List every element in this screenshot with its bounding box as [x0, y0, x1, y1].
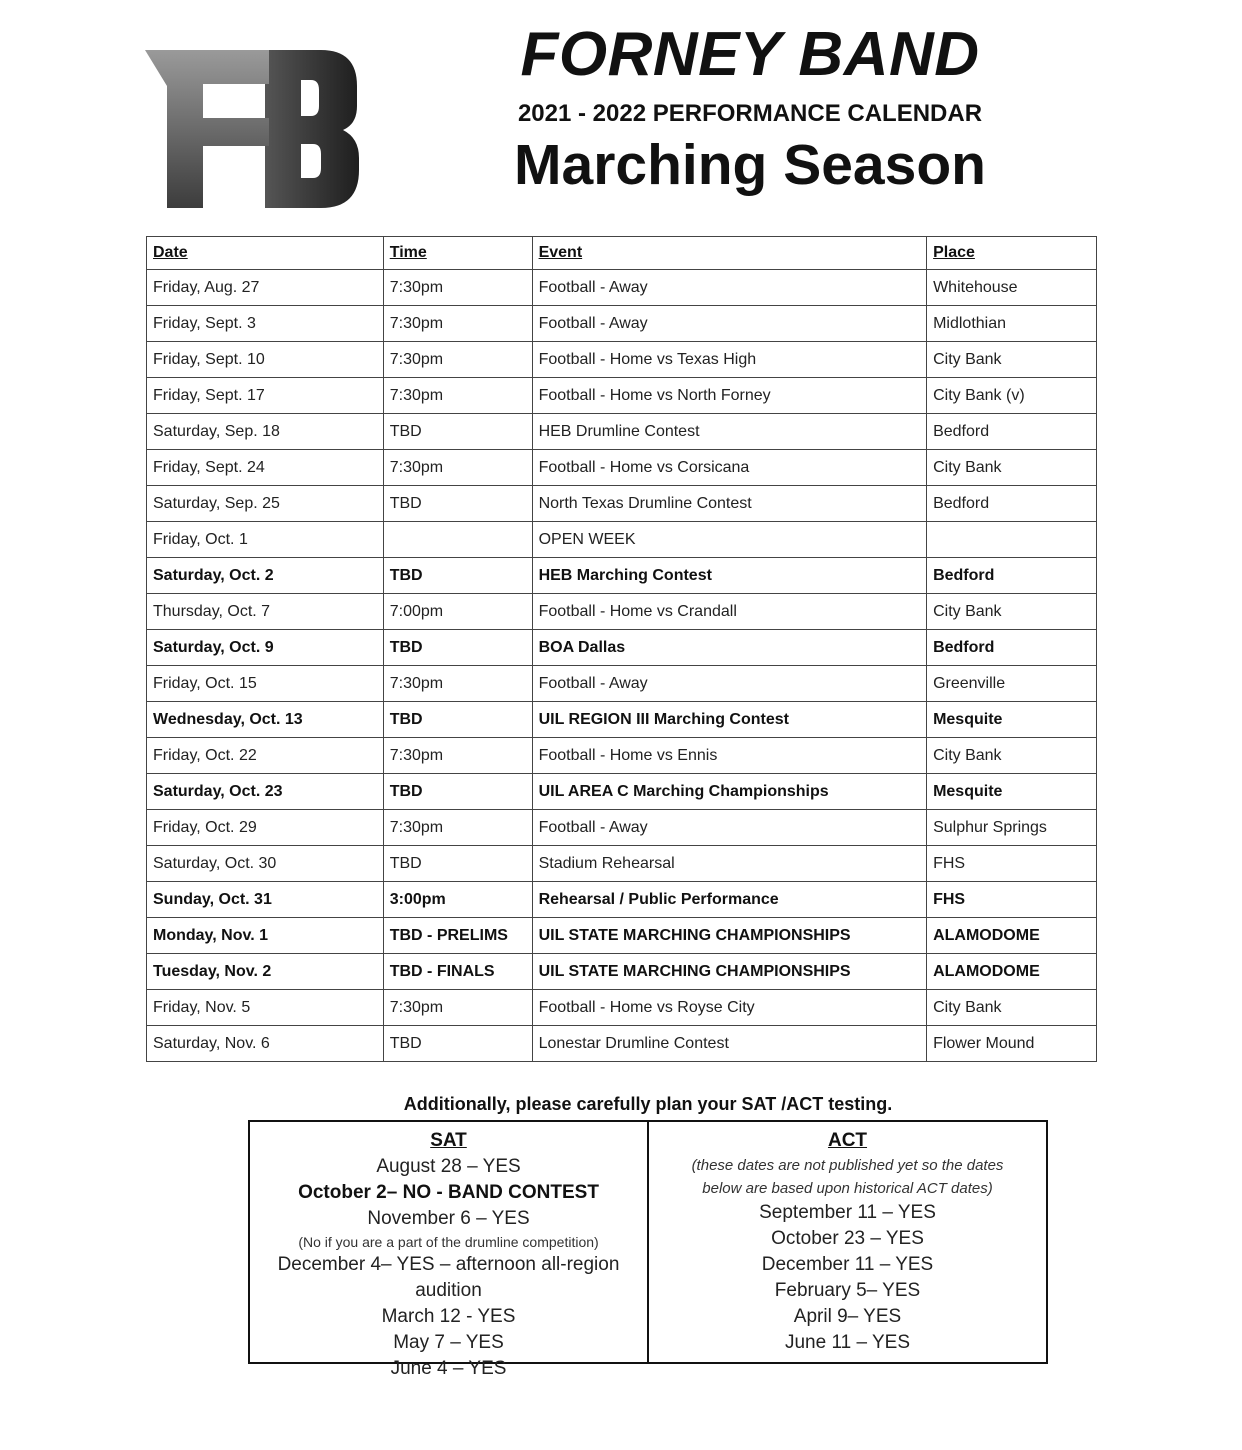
sat-column: [250, 1122, 647, 1379]
cell-event: BOA Dallas: [532, 630, 927, 666]
cell-time: 7:30pm: [383, 810, 532, 846]
cell-event: UIL STATE MARCHING CHAMPIONSHIPS: [532, 954, 927, 990]
cell-time: 3:00pm: [383, 882, 532, 918]
table-row: [147, 306, 1097, 342]
sat-date: March 12 - YES: [381, 1306, 516, 1327]
cell-event: OPEN WEEK: [532, 522, 927, 558]
season-title: Marching Season: [514, 133, 986, 197]
cell-event: HEB Drumline Contest: [532, 414, 927, 450]
cell-event: Rehearsal / Public Performance: [532, 882, 927, 918]
act-date: April 9– YES: [793, 1306, 902, 1327]
cell-date: Friday, Sept. 10: [147, 342, 384, 378]
cell-time: TBD: [383, 630, 532, 666]
cell-date: Friday, Sept. 3: [147, 306, 384, 342]
table-row: [147, 702, 1097, 738]
testing-box: [248, 1120, 1048, 1379]
table-row: [147, 846, 1097, 882]
cell-date: Friday, Aug. 27: [147, 270, 384, 306]
cell-place: Bedford: [927, 630, 1097, 666]
cell-date: Friday, Sept. 24: [147, 450, 384, 486]
cell-place: FHS: [927, 882, 1097, 918]
cell-place: City Bank: [927, 342, 1097, 378]
cell-event: Football - Home vs Ennis: [532, 738, 927, 774]
sat-heading: SAT: [430, 1130, 467, 1151]
column-header-date: Date: [147, 237, 384, 270]
cell-time: 7:30pm: [383, 738, 532, 774]
cell-time: 7:30pm: [383, 990, 532, 1026]
cell-event: Football - Home vs Texas High: [532, 342, 927, 378]
cell-place: [927, 522, 1097, 558]
testing-note: Additionally, please carefully plan your SAT /ACT testing.: [403, 1094, 893, 1114]
cell-place: Mesquite: [927, 702, 1097, 738]
cell-event: Football - Home vs Corsicana: [532, 450, 927, 486]
table-row: [147, 882, 1097, 918]
cell-time: TBD - PRELIMS: [383, 918, 532, 954]
table-row: [147, 558, 1097, 594]
cell-date: Tuesday, Nov. 2: [147, 954, 384, 990]
cell-time: TBD: [383, 774, 532, 810]
cell-place: City Bank: [927, 594, 1097, 630]
cell-event: North Texas Drumline Contest: [532, 486, 927, 522]
cell-place: Whitehouse: [927, 270, 1097, 306]
cell-date: Saturday, Sep. 25: [147, 486, 384, 522]
schedule-table: [146, 236, 1097, 1062]
table-row: [147, 522, 1097, 558]
cell-place: Bedford: [927, 558, 1097, 594]
cell-time: TBD - FINALS: [383, 954, 532, 990]
column-header-event: Event: [532, 237, 927, 270]
cell-place: FHS: [927, 846, 1097, 882]
cell-time: TBD: [383, 558, 532, 594]
sat-date: May 7 – YES: [393, 1332, 504, 1353]
cell-time: TBD: [383, 486, 532, 522]
cell-time: 7:30pm: [383, 270, 532, 306]
cell-time: 7:30pm: [383, 450, 532, 486]
cell-time: 7:30pm: [383, 666, 532, 702]
sat-date: June 4 – YES: [390, 1358, 507, 1379]
cell-event: Lonestar Drumline Contest: [532, 1026, 927, 1062]
cell-event: UIL STATE MARCHING CHAMPIONSHIPS: [532, 918, 927, 954]
table-row: [147, 666, 1097, 702]
act-column: [647, 1122, 1046, 1362]
cell-event: Football - Home vs Crandall: [532, 594, 927, 630]
cell-event: Football - Home vs Royse City: [532, 990, 927, 1026]
act-date: February 5– YES: [774, 1280, 921, 1301]
table-row: [147, 270, 1097, 306]
cell-event: UIL REGION III Marching Contest: [532, 702, 927, 738]
table-row: [147, 450, 1097, 486]
cell-time: TBD: [383, 702, 532, 738]
cell-date: Friday, Oct. 29: [147, 810, 384, 846]
cell-place: City Bank (v): [927, 378, 1097, 414]
cell-date: Saturday, Oct. 23: [147, 774, 384, 810]
act-date: December 11 – YES: [761, 1254, 934, 1275]
cell-date: Saturday, Oct. 9: [147, 630, 384, 666]
sat-date: October 2– NO - BAND CONTEST: [298, 1182, 599, 1203]
act-date: June 11 – YES: [784, 1332, 910, 1353]
act-date: September 11 – YES: [759, 1202, 936, 1223]
act-heading: ACT: [827, 1130, 868, 1151]
cell-time: [383, 522, 532, 558]
cell-date: Thursday, Oct. 7: [147, 594, 384, 630]
act-note-line: (these dates are not published yet so the dates: [691, 1157, 1004, 1174]
act-note-line: below are based upon historical ACT dates): [702, 1180, 993, 1197]
table-row: [147, 738, 1097, 774]
cell-date: Saturday, Oct. 30: [147, 846, 384, 882]
column-header-time: Time: [383, 237, 532, 270]
cell-place: City Bank: [927, 450, 1097, 486]
schedule-body: [147, 270, 1097, 1062]
cell-date: Friday, Oct. 1: [147, 522, 384, 558]
act-note: [649, 1154, 1046, 1200]
table-row: [147, 990, 1097, 1026]
sat-footnote: (No if you are a part of the drumline competition): [298, 1234, 599, 1250]
cell-place: ALAMODOME: [927, 954, 1097, 990]
cell-place: Flower Mound: [927, 1026, 1097, 1062]
cell-place: Greenville: [927, 666, 1097, 702]
cell-place: ALAMODOME: [927, 918, 1097, 954]
table-row: [147, 774, 1097, 810]
table-row: [147, 342, 1097, 378]
sat-date: December 4– YES – afternoon all-region audition: [277, 1254, 620, 1301]
cell-date: Friday, Nov. 5: [147, 990, 384, 1026]
act-date: October 23 – YES: [771, 1228, 924, 1249]
cell-event: Football - Away: [532, 306, 927, 342]
cell-time: TBD: [383, 414, 532, 450]
cell-event: HEB Marching Contest: [532, 558, 927, 594]
cell-event: Football - Away: [532, 270, 927, 306]
cell-date: Saturday, Oct. 2: [147, 558, 384, 594]
cell-date: Sunday, Oct. 31: [147, 882, 384, 918]
band-name: FORNEY BAND: [520, 20, 980, 89]
calendar-title: 2021 - 2022 PERFORMANCE CALENDAR: [517, 100, 983, 127]
table-row: [147, 486, 1097, 522]
table-row: [147, 594, 1097, 630]
sat-date: November 6 – YES: [367, 1208, 530, 1229]
cell-date: Saturday, Nov. 6: [147, 1026, 384, 1062]
cell-time: TBD: [383, 846, 532, 882]
table-row: [147, 630, 1097, 666]
column-header-place: Place: [927, 237, 1097, 270]
table-row: [147, 810, 1097, 846]
cell-date: Friday, Oct. 15: [147, 666, 384, 702]
cell-date: Saturday, Sep. 18: [147, 414, 384, 450]
table-row: [147, 414, 1097, 450]
cell-date: Friday, Sept. 17: [147, 378, 384, 414]
cell-time: 7:30pm: [383, 378, 532, 414]
act-date-list: [649, 1200, 1046, 1356]
cell-place: City Bank: [927, 990, 1097, 1026]
cell-place: Sulphur Springs: [927, 810, 1097, 846]
cell-place: Bedford: [927, 486, 1097, 522]
table-row: [147, 1026, 1097, 1062]
cell-place: Mesquite: [927, 774, 1097, 810]
table-row: [147, 918, 1097, 954]
table-row: [147, 378, 1097, 414]
cell-place: Bedford: [927, 414, 1097, 450]
sat-date: August 28 – YES: [376, 1156, 521, 1177]
cell-time: 7:00pm: [383, 594, 532, 630]
cell-time: TBD: [383, 1026, 532, 1062]
table-row: [147, 954, 1097, 990]
header: [450, 22, 1050, 196]
cell-event: Football - Away: [532, 810, 927, 846]
sat-date-list: [250, 1154, 647, 1382]
table-header-row: [147, 237, 1097, 270]
cell-date: Friday, Oct. 22: [147, 738, 384, 774]
cell-time: 7:30pm: [383, 342, 532, 378]
cell-date: Monday, Nov. 1: [147, 918, 384, 954]
cell-date: Wednesday, Oct. 13: [147, 702, 384, 738]
cell-place: City Bank: [927, 738, 1097, 774]
cell-event: Football - Home vs North Forney: [532, 378, 927, 414]
cell-event: UIL AREA C Marching Championships: [532, 774, 927, 810]
cell-event: Stadium Rehearsal: [532, 846, 927, 882]
cell-event: Football - Away: [532, 666, 927, 702]
cell-time: 7:30pm: [383, 306, 532, 342]
cell-place: Midlothian: [927, 306, 1097, 342]
forney-band-logo: [143, 48, 361, 210]
